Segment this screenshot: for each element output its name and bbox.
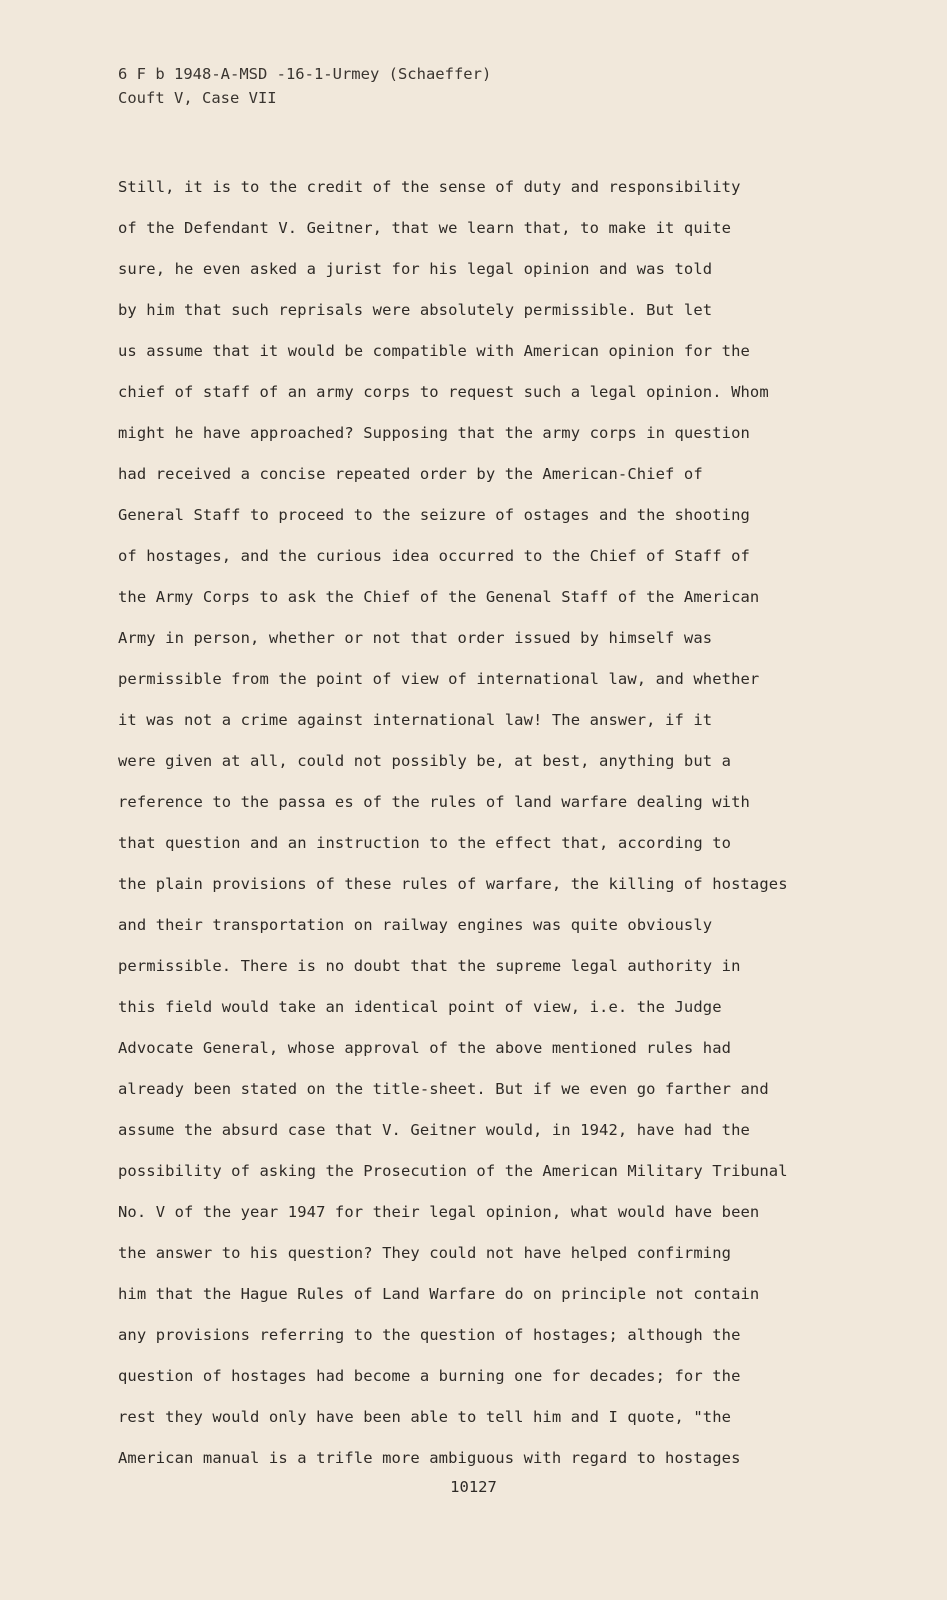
body-line: rest they would only have been able to tell him and I quote, "the — [118, 1408, 732, 1426]
body-line: by him that such reprisals were absolutely permissible. But let — [118, 301, 713, 319]
document-body — [118, 167, 858, 1479]
body-line: any provisions referring to the question of hostages; although the — [118, 1326, 741, 1344]
body-line: had received a concise repeated order by the American-Chief of — [118, 465, 703, 483]
body-line: Advocate General, whose approval of the above mentioned rules had — [118, 1039, 732, 1057]
body-line: it was not a crime against international law! The answer, if it — [118, 711, 713, 729]
body-line: General Staff to proceed to the seizure of ostages and the shooting — [118, 506, 750, 524]
body-line: us assume that it would be compatible with American opinion for the — [118, 342, 750, 360]
document-header — [118, 62, 491, 110]
body-line: possibility of asking the Prosecution of the American Military Tribunal — [118, 1162, 788, 1180]
header-line-1: 6 F b 1948-A-MSD -16-1-Urmey (Schaeffer) — [118, 65, 492, 83]
body-line: American manual is a trifle more ambiguous with regard to hostages — [118, 1449, 741, 1467]
body-line: the plain provisions of these rules of warfare, the killing of hostages — [118, 875, 788, 893]
body-line: were given at all, could not possibly be, at best, anything but a — [118, 752, 732, 770]
body-line: already been stated on the title-sheet. But if we even go farther and — [118, 1080, 769, 1098]
body-line: that question and an instruction to the effect that, according to — [118, 834, 732, 852]
body-line: permissible from the point of view of international law, and whether — [118, 670, 760, 688]
body-line: of the Defendant V. Geitner, that we learn that, to make it quite — [118, 219, 732, 237]
body-line: might he have approached? Supposing that the army corps in question — [118, 424, 750, 442]
body-line: reference to the passa es of the rules of land warfare dealing with — [118, 793, 750, 811]
body-line: him that the Hague Rules of Land Warfare do on principle not contain — [118, 1285, 760, 1303]
header-line-2: Couft V, Case VII — [118, 89, 277, 107]
body-line: permissible. There is no doubt that the supreme legal authority in — [118, 957, 741, 975]
body-line: assume the absurd case that V. Geitner would, in 1942, have had the — [118, 1121, 750, 1139]
body-line: the answer to his question? They could not have helped confirming — [118, 1244, 732, 1262]
body-line: Still, it is to the credit of the sense of duty and responsibility — [118, 178, 741, 196]
body-line: of hostages, and the curious idea occurred to the Chief of Staff of — [118, 547, 750, 565]
body-line: this field would take an identical point of view, i.e. the Judge — [118, 998, 722, 1016]
page-number: 10127 — [450, 1478, 497, 1496]
body-line: question of hostages had become a burning one for decades; for the — [118, 1367, 741, 1385]
body-line: No. V of the year 1947 for their legal opinion, what would have been — [118, 1203, 760, 1221]
body-line: sure, he even asked a jurist for his legal opinion and was told — [118, 260, 713, 278]
body-line: Army in person, whether or not that order issued by himself was — [118, 629, 713, 647]
body-line: chief of staff of an army corps to request such a legal opinion. Whom — [118, 383, 769, 401]
body-line: the Army Corps to ask the Chief of the Genenal Staff of the American — [118, 588, 760, 606]
body-line: and their transportation on railway engines was quite obviously — [118, 916, 713, 934]
